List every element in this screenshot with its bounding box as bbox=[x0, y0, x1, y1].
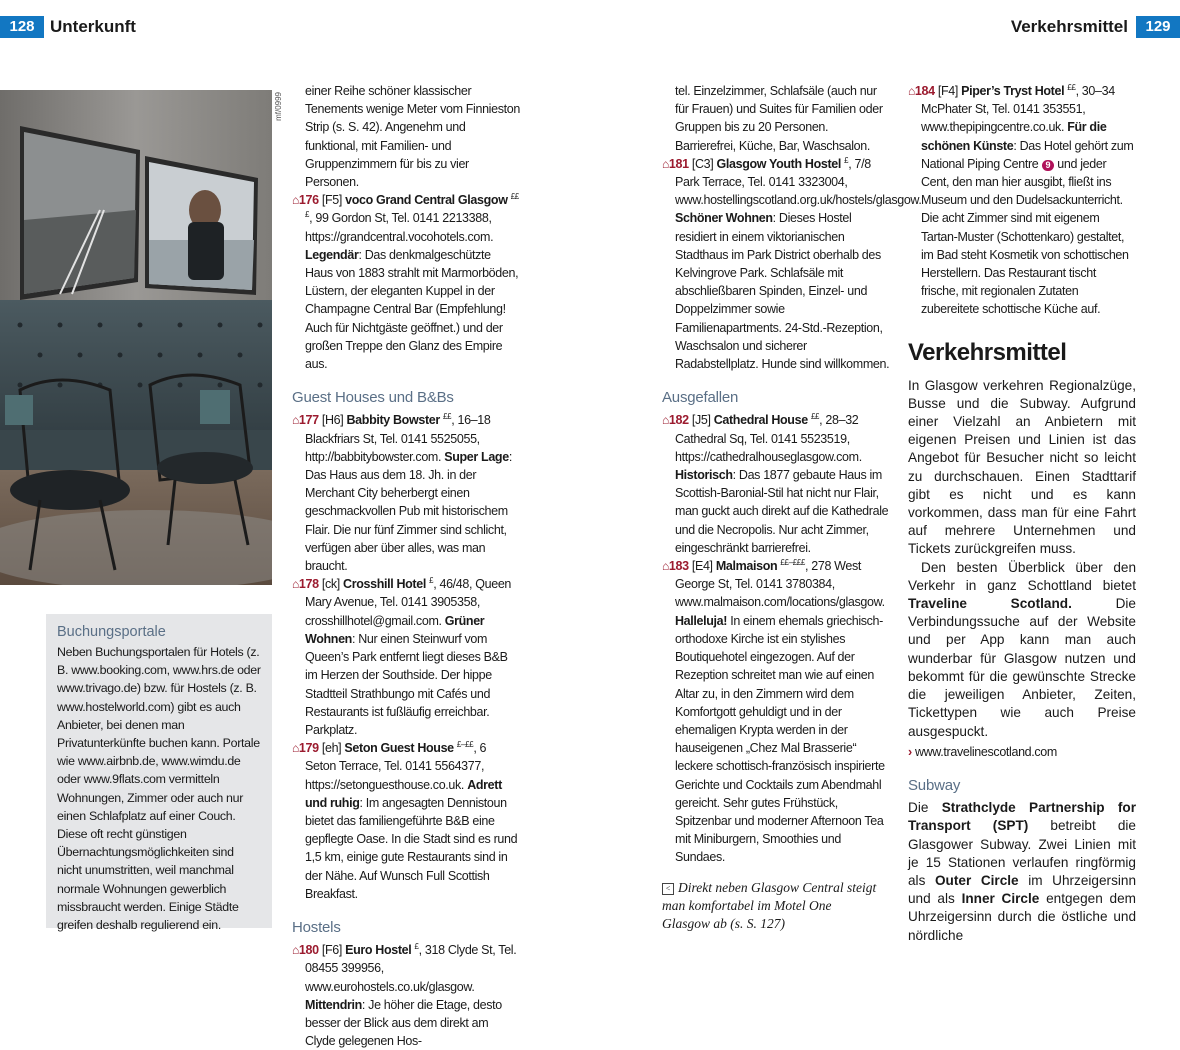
running-head-left: Unterkunft bbox=[50, 17, 136, 36]
entry-183 bbox=[662, 557, 890, 866]
booking-portals-box bbox=[46, 614, 272, 933]
bed-icon: ⌂ bbox=[908, 84, 915, 98]
text: entgegen dem Uhrzeigersinn durch die östliche und nördliche bbox=[908, 891, 1136, 943]
price-class: £–££ bbox=[456, 740, 474, 750]
subheading-hostels: Hostels bbox=[292, 918, 341, 936]
bed-icon: ⌂ bbox=[292, 943, 299, 958]
entry-highlight: Super Lage bbox=[444, 449, 509, 464]
transport-paragraph-1: In Glasgow verkehren Regionalzüge, Busse und die Subway. Aufgrund einer Vielzahl an Anbietern mit eigenen Preisen und Linien ist das Angebot für Besucher nicht so leicht zu durchschauen. Einen Stadttarif gibt es nicht und es kann vorkommen, dass man für eine Fahrt auf mehrere Unternehmen und Tickets zurückgreifen muss. bbox=[908, 377, 1136, 557]
hotel-lounge-photo bbox=[0, 90, 272, 585]
entry-184 bbox=[908, 82, 1136, 319]
price-class: £ bbox=[414, 942, 419, 952]
transport-paragraph-2 bbox=[908, 559, 1136, 741]
entry-address: , 99 Gordon St, Tel. 0141 2213388, https://grandcentral.vocohotels.com. bbox=[305, 211, 494, 244]
outer-circle-bold: Outer Circle bbox=[934, 872, 1019, 888]
entry-name: Crosshill Hotel bbox=[343, 577, 426, 592]
entry-number: 177 bbox=[298, 413, 319, 428]
text: Den besten Überblick über den Verkehr in ganz Schottland bietet bbox=[908, 559, 1136, 593]
text: betreibt die Glasgower Subway. Zwei Linien mit je 15 Stationen verlaufen ringförmig als bbox=[908, 818, 1136, 888]
entry-181 bbox=[662, 155, 922, 373]
subheading-guest-houses: Guest Houses und B&Bs bbox=[292, 389, 454, 407]
map-ref: [J5] bbox=[691, 413, 711, 428]
section-heading-verkehrsmittel: Verkehrsmittel bbox=[908, 338, 1067, 366]
entry-177 bbox=[292, 411, 520, 575]
map-ref: [C3] bbox=[691, 156, 714, 171]
bed-icon: ⌂ bbox=[292, 577, 299, 592]
traveline-link[interactable]: www.travelinescotland.com bbox=[914, 744, 1057, 759]
inner-circle-bold: Inner Circle bbox=[961, 891, 1040, 907]
entry-182 bbox=[662, 411, 890, 557]
price-class: ££–£££ bbox=[780, 558, 805, 568]
entry-180 bbox=[292, 941, 520, 1050]
bed-icon: ⌂ bbox=[662, 559, 669, 574]
map-ref: [E4] bbox=[691, 559, 713, 574]
box-title: Buchungsportale bbox=[57, 624, 166, 640]
running-head-right: Verkehrsmittel bbox=[1010, 17, 1128, 36]
text: Die bbox=[908, 800, 942, 816]
entry-address: , 7/8 Park Terrace, Tel. 0141 3323004, www.hostellingscotland.org.uk/hostels/glasgow. bbox=[675, 156, 922, 208]
entry-address: , 46/48, Queen Mary Avenue, Tel. 0141 3905358, crosshillhotel@gmail.com. bbox=[305, 577, 512, 628]
price-class: ££ bbox=[443, 412, 452, 422]
entry-description: : Das denkmalgeschützte Haus von 1883 strahlt mit Marmorböden, Lüstern, der eleganten Kuppel in der Champagne Central Bar (Empfehlung! Auch für Nichtgäste geöffnet.) und der großen Treppe den Glanz des Empire aus. bbox=[305, 247, 519, 372]
entry-highlight: Adrett und ruhig bbox=[305, 777, 502, 810]
map-ref: [ck] bbox=[321, 577, 340, 592]
map-ref: [eh] bbox=[321, 741, 342, 756]
subheading-ausgefallen: Ausgefallen bbox=[662, 389, 739, 407]
bed-icon: ⌂ bbox=[292, 193, 299, 208]
entry-address: , 318 Clyde St, Tel. 08455 399956, www.eurohostels.co.uk/glasgow. bbox=[305, 943, 517, 994]
box-text: Neben Buchungsportalen für Hotels (z. B. www.booking.com, www.hrs.de oder www.trivago.de) bzw. für Hostels (z. B. www.hostelworld.com) gibt es auch Anbieter, bei denen man Privatunterkünfte buchen kann. Portale wie www.airbnb.de, www.wimdu.de oder www.9flats.com vermitteln Wohnungen, Zimmer oder auch nur einen Schlafplatz auf einer Couch. Diese oft recht günstigen Übernachtungsmöglichkeiten sind nicht unumstritten, weil manchmal normale Wohnungen gewerblich missbraucht werden. Einige Städte greifen deshalb regulierend ein. bbox=[57, 645, 261, 933]
bed-icon: ⌂ bbox=[292, 413, 299, 428]
entry-description: : Je höher die Etage, desto besser der Blick aus dem direkt am Clyde gelegenen Hos- bbox=[305, 997, 502, 1049]
price-class: £ bbox=[429, 576, 434, 586]
continued-text: tel. Einzelzimmer, Schlafsäle (auch nur für Frauen) und Suites für Familien oder Gruppen bis zu 20 Personen. Barrierefrei, Küche, Bar, Waschsalon. bbox=[675, 84, 883, 153]
entry-highlight: Historisch bbox=[675, 468, 733, 483]
column-1 bbox=[292, 82, 520, 1050]
map-ref: [F6] bbox=[321, 943, 342, 958]
entry-name: Malmaison bbox=[715, 559, 778, 574]
text: Die Verbindungssuche auf der Website und per App kann man auch wunderbar für Glasgow nutzen und bekommt für die gewünschte Strecke die jeweiligen Anbieter, Zeiten, Tickettypen wie auch Preise ausgespuckt. bbox=[908, 596, 1136, 739]
price-class: ££ bbox=[810, 412, 820, 422]
text: im Uhrzeigersinn und als bbox=[908, 872, 1137, 907]
column-2 bbox=[662, 82, 922, 867]
entry-number: 176 bbox=[298, 193, 319, 208]
entry-name: Glasgow Youth Hostel bbox=[716, 156, 841, 171]
entry-description: : Dieses Hostel residiert in einem viktorianischen Stadthaus im Park District oberhalb des Kelvingrove Park. Schlafsäle mit abschließbaren Spinden, Einzel- und Doppelzimmer sowie Familienapartments. 24-Std.-Rezeption, Waschsalon und sicherer Radabstellplatz. Hunde sind willkommen. bbox=[675, 211, 890, 372]
entry-description: : Das Haus aus dem 18. Jh. in der Merchant City beherbergt einen geschmackvollen Pub mit historischem Flair. Die nur fünf Zimmer sind schlicht, verfügen aber über alles, was man braucht. bbox=[305, 449, 512, 574]
map-ref: [H6] bbox=[321, 413, 344, 428]
entry-description: : Das 1877 gebaute Haus im Scottish-Baronial-Stil hat nicht nur Flair, man guckt auch direkt auf die Kathedrale und die Necropolis. Nur acht Zimmer, eingeschränkt barrierefrei. bbox=[675, 468, 889, 555]
entry-highlight: Für die schönen Künste bbox=[921, 120, 1107, 153]
entry-highlight: Mittendrin bbox=[305, 997, 362, 1012]
traveline-link-line bbox=[908, 743, 1136, 761]
entry-number: 184 bbox=[914, 84, 935, 98]
caption-text: Direkt neben Glasgow Central steigt man komfortabel im Motel One Glasgow ab (s. S. 127) bbox=[662, 880, 877, 932]
entry-178 bbox=[292, 575, 520, 739]
entry-highlight: Legendär bbox=[305, 247, 359, 262]
entry-number: 178 bbox=[298, 577, 319, 592]
map-ref: [F4] bbox=[937, 84, 958, 98]
entry-176 bbox=[292, 191, 520, 373]
entry-179 bbox=[292, 739, 520, 903]
map-ref: [F5] bbox=[321, 193, 342, 208]
entry-name: Euro Hostel bbox=[345, 943, 412, 958]
subway-paragraph bbox=[908, 799, 1136, 945]
continued-text: einer Reihe schöner klassischer Tenements wenige Meter vom Finnieston Strip (s. S. 42). Angenehm und funktional, mit Familien- und Gruppenzimmern für bis zu vier Personen. bbox=[305, 84, 520, 190]
entry-address: , 278 West George St, Tel. 0141 3780384, www.malmaison.com/locations/glasgow. bbox=[675, 559, 885, 610]
price-class: £ bbox=[844, 155, 849, 165]
entry-highlight: Halleluja! bbox=[675, 613, 728, 628]
entry-number: 183 bbox=[668, 559, 689, 574]
entry-name: Seton Guest House bbox=[344, 741, 454, 756]
entry-number: 179 bbox=[298, 741, 319, 756]
entry-number: 180 bbox=[298, 943, 319, 958]
caption-arrow-icon: < bbox=[662, 883, 674, 895]
entry-name: voco Grand Central Glasgow bbox=[345, 193, 508, 208]
entry-address: , 30–34 McPhater St, Tel. 0141 353551, www.thepipingcentre.co.uk. bbox=[921, 84, 1115, 135]
entry-highlight: Schöner Wohnen bbox=[675, 211, 773, 226]
entry-description: In einem ehemals griechisch-orthodoxe Kirche ist ein stylishes Boutiquehotel eingezogen. Auf der Rezeption schreitet man wie auf einen Altar zu, in den Zimmern wird dem Komfortgott gehuldigt und in der ehemaligen Krypta werden in der hauseigenen „Chez Mal Brasserie“ leckere schottisch-französisch inspirierte Gerichte und Cocktails zum Abendmahl gereicht. Sehr gutes Frühstück, Spitzenbar und moderner Afternoon Tea mit Miniburgern, Smoothies und Sundaes. bbox=[675, 613, 885, 865]
entry-description: : Das Hotel gehört zum National Piping Centre bbox=[921, 138, 1134, 171]
price-class: ££ bbox=[1067, 83, 1076, 92]
subheading-subway: Subway bbox=[908, 776, 961, 794]
photo-credit: mf/0999 bbox=[274, 92, 283, 121]
entry-name: Piper’s Tryst Hotel bbox=[961, 84, 1065, 98]
page-number-left: 128 bbox=[0, 16, 44, 38]
entry-address: , 16–18 Blackfriars St, Tel. 0141 5525055, http://babbitybowster.com. bbox=[305, 413, 491, 464]
entry-name: Cathedral House bbox=[713, 413, 808, 428]
traveline-bold: Traveline Scotland. bbox=[908, 596, 1072, 612]
entry-address: , 6 Seton Terrace, Tel. 0141 5564377, https://setonguesthouse.co.uk. bbox=[305, 741, 487, 792]
entry-description: : Nur einen Steinwurf vom Queen’s Park entfernt liegt dieses B&B im Herzen der Southside. Der hippe Stadtteil Strathbungo mit Cafés und Restaurants ist fußläufig erreichbar. Parkplatz. bbox=[305, 631, 508, 737]
page-number-right: 129 bbox=[1136, 16, 1180, 38]
bed-icon: ⌂ bbox=[292, 741, 299, 756]
entry-address: , 28–32 Cathedral Sq, Tel. 0141 5523519, https://cathedralhouseglasgow.com. bbox=[675, 413, 862, 464]
chevron-right-icon: › bbox=[908, 744, 912, 759]
entry-number: 181 bbox=[668, 156, 689, 171]
entry-description-cont: und jeder Cent, den man hier ausgibt, fließt ins Museum und den Dudelsackunterricht. Die acht Zimmer sind mit eigenem Tartan-Muster (Schottenkaro) gestaltet, im Bad steht Kosmetik von schottischen Herstellern. Das Restaurant tischt frische, mit regionalen Zutaten zubereitete schottische Küche auf. bbox=[921, 156, 1129, 317]
spt-bold: Strathclyde Partnership for Transport (SPT) bbox=[908, 800, 1136, 834]
entry-highlight: Grüner Wohnen bbox=[305, 613, 485, 646]
entry-name: Babbity Bowster bbox=[346, 413, 440, 428]
sight-number-badge: 9 bbox=[1042, 160, 1055, 171]
entry-number: 182 bbox=[668, 413, 689, 428]
bed-icon: ⌂ bbox=[662, 413, 669, 428]
entry-description: : Im angesagten Dennistoun bietet das familiengeführte B&B eine gepflegte Oase. In die Stadt sind es rund 1,5 km, einige gute Restaurants sind in der Nähe. Auf Wunsch Full Scottish Breakfast. bbox=[305, 795, 518, 901]
column-3 bbox=[908, 82, 1136, 945]
bed-icon: ⌂ bbox=[662, 156, 669, 171]
price-class: £££ bbox=[305, 192, 519, 220]
photo-caption bbox=[662, 879, 882, 934]
